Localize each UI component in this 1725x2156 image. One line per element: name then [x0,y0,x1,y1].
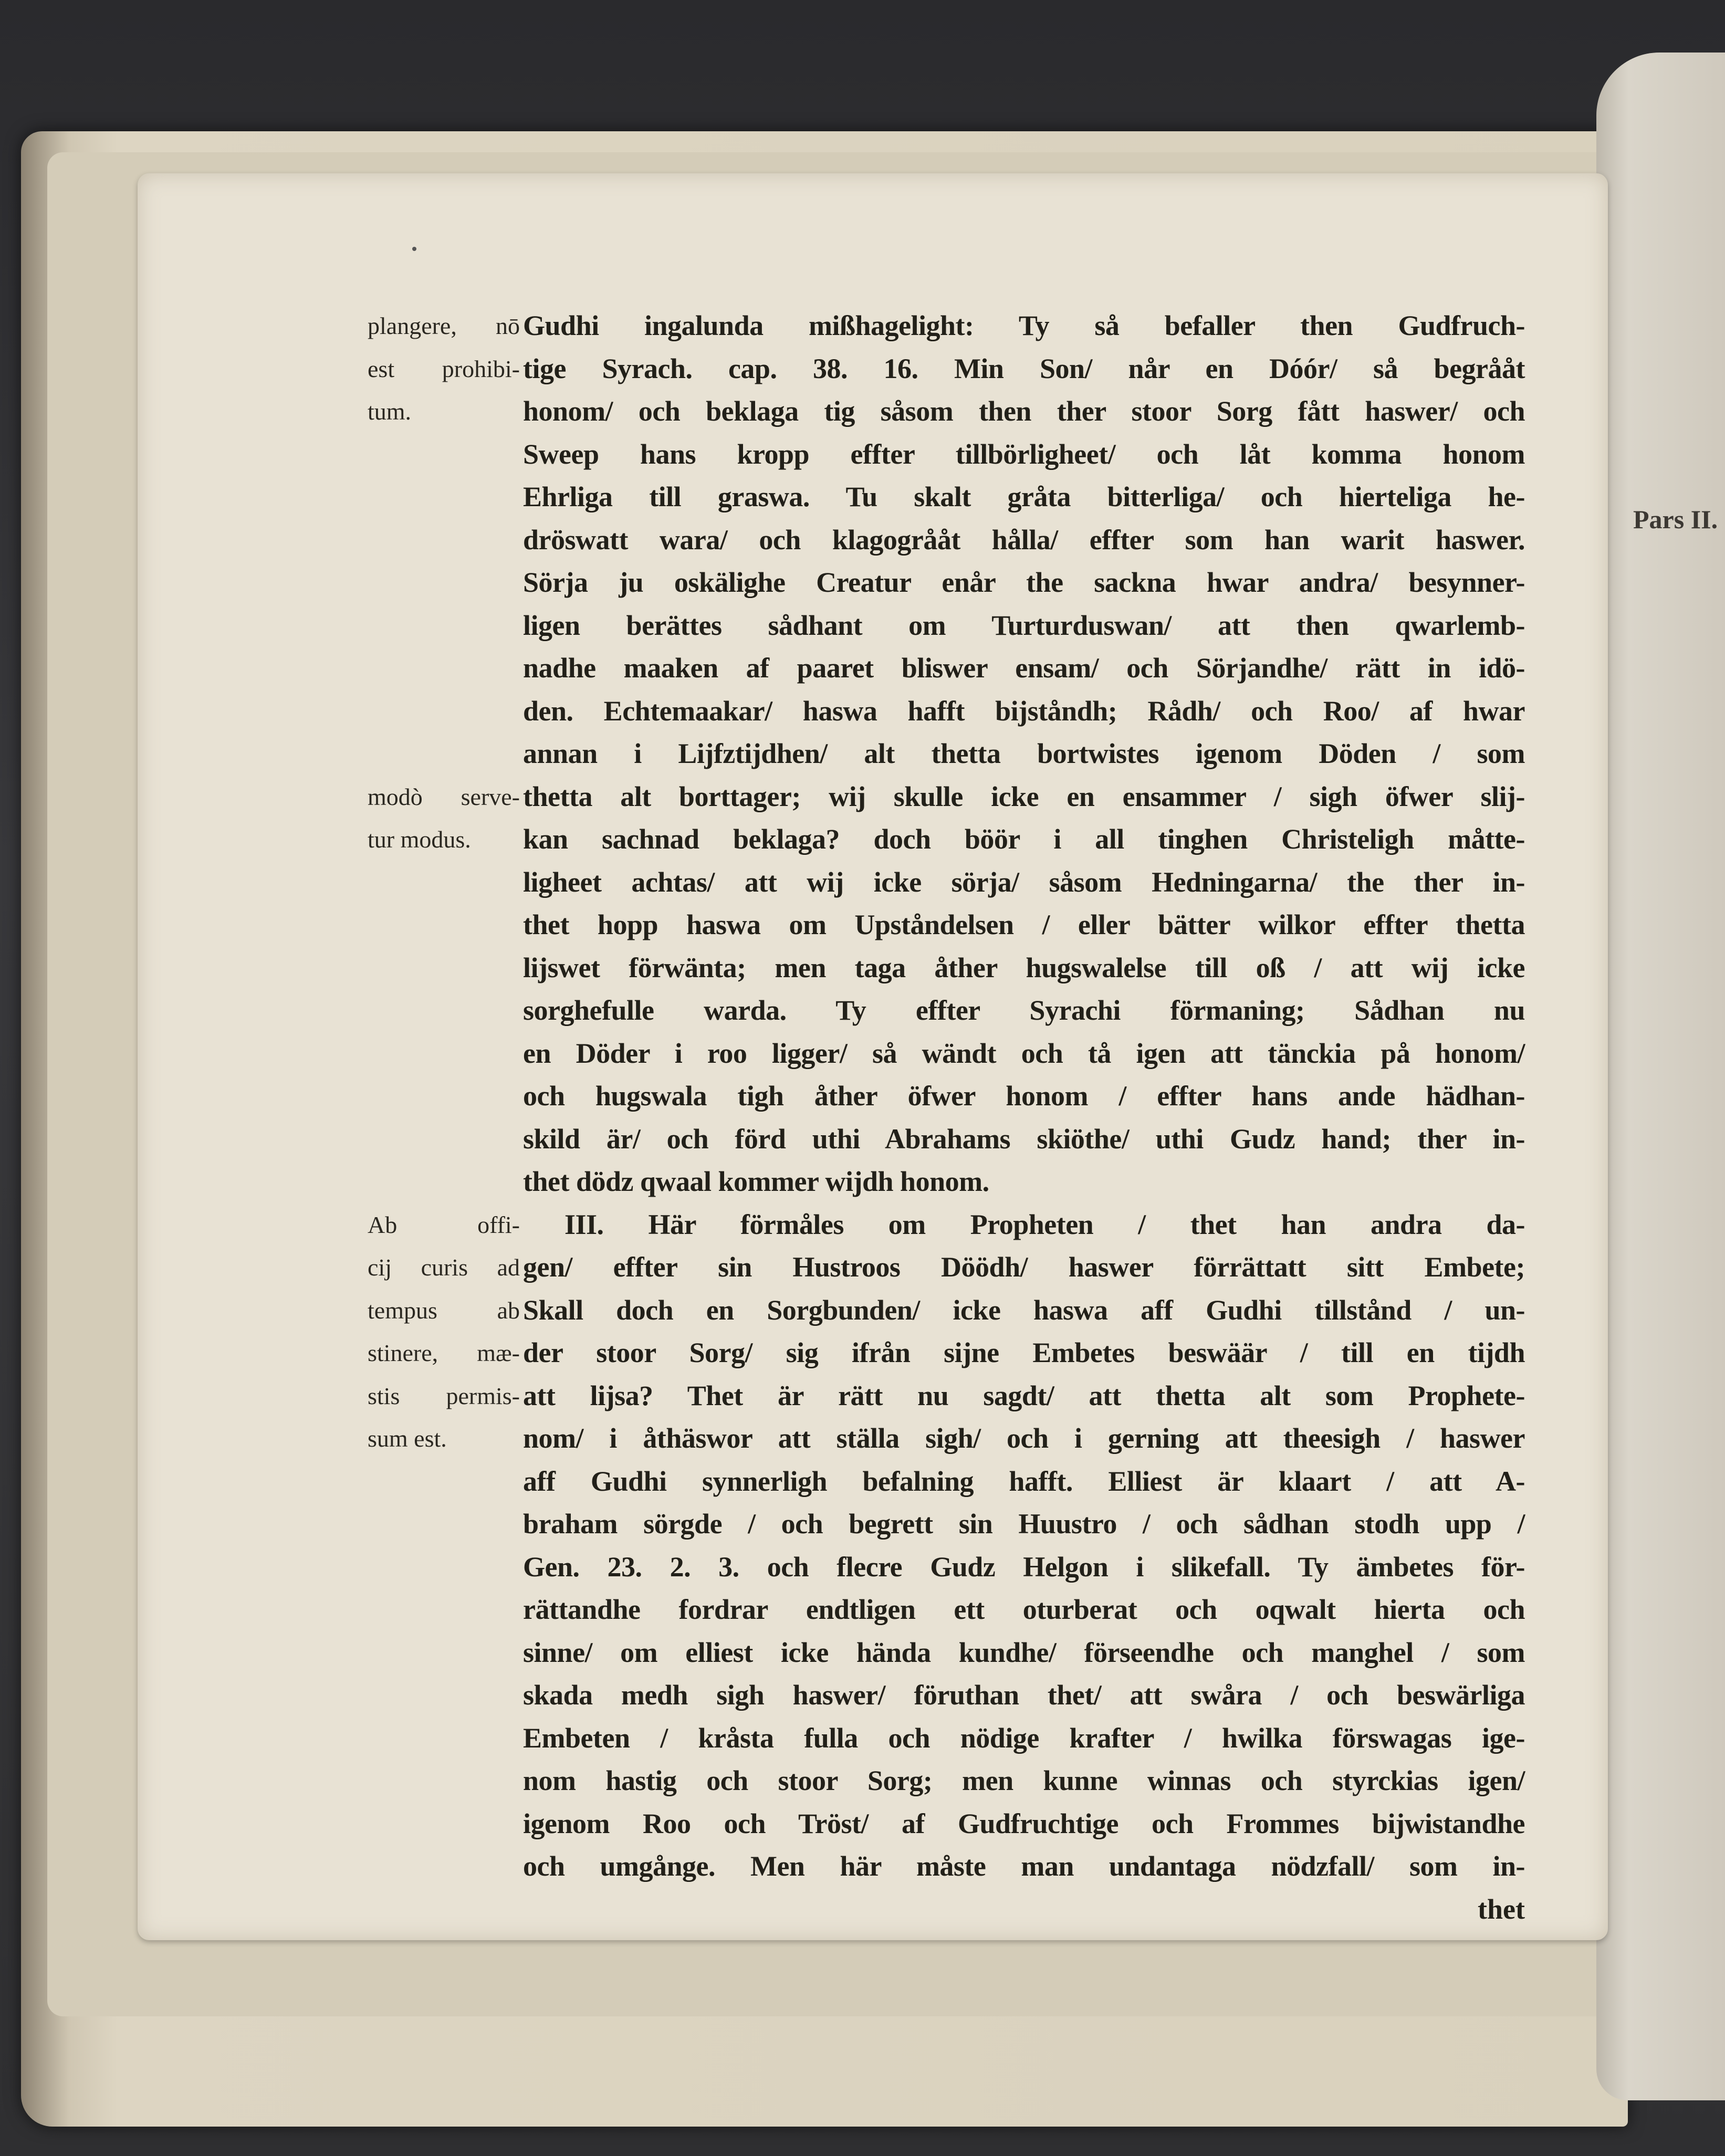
text-line: Embeten / kråsta fulla och nödige krafter / hwilka förswagas ige- [523,1722,1525,1754]
text-line: tige Syrach. cap. 38. 16. Min Son/ når en Dóór/ så begrååt [523,352,1525,384]
text-line: thetta alt borttager; wij skulle icke en ensammer / sigh öfwer slij- [523,780,1525,812]
margin-note: modò serve- [368,783,520,810]
text-line: Ehrliga till graswa. Tu skalt gråta bitterliga/ och hierteliga he- [523,481,1525,512]
text-line: skada medh sigh haswer/ föruthan thet/ att swåra / och beswärliga [523,1679,1525,1711]
text-line: lijswet förwänta; men taga åther hugswalelse till oß / att wij icke [523,951,1525,983]
margin-note: plangere, nō [368,312,520,339]
text-line: och hugswala tigh åther öfwer honom / effter hans ande hädhan- [523,1080,1525,1112]
text-line: annan i Lijfztijdhen/ alt thetta bortwistes igenom Döden / som [523,738,1525,769]
text-line: thet hopp haswa om Upståndelsen / eller bätter wilkor effter thetta [523,909,1525,940]
text-line: III. Här förmåles om Propheten / thet han andra da- [564,1208,1525,1240]
margin-note: stinere, mæ- [368,1339,520,1366]
text-line: att lijsa? Thet är rätt nu sagdt/ att thetta alt som Prophete- [523,1379,1525,1411]
catchword: thet [1478,1893,1525,1925]
margin-note: cij curis ad [368,1254,520,1281]
text-line: braham sörgde / och begrett sin Huustro / och sådhan stodh upp / [523,1508,1525,1540]
text-line: aff Gudhi synnerligh befalning hafft. Elliest är klaart / att A- [523,1465,1525,1497]
margin-note: stis permis- [368,1382,520,1409]
text-line: sinne/ om elliest icke hända kundhe/ förseendhe och manghel / som [523,1636,1525,1668]
margin-note: tum. [368,398,412,425]
text-line: nom/ i åthäswor att ställa sigh/ och i gerning att theesigh / haswer [523,1422,1525,1454]
margin-note: Ab offi- [368,1211,520,1238]
text-line: en Döder i roo ligger/ så wändt och tå igen att tänckia på honom/ [523,1037,1525,1069]
text-line: och umgånge. Men här måste man undantaga nödzfall/ som in- [523,1850,1525,1882]
text-line: igenom Roo och Tröst/ af Gudfruchtige och Frommes bijwistandhe [523,1807,1525,1839]
text-line: Gen. 23. 2. 3. och flecre Gudz Helgon i slikefall. Ty ämbetes för- [523,1551,1525,1583]
ink-speck [412,247,416,251]
text-line: Sörja ju oskälighe Creatur enår the sackna hwar andra/ besynner- [523,567,1525,598]
text-line: honom/ och beklaga tig såsom then ther stoor Sorg fått haswer/ och [523,395,1525,427]
text-line: thet dödz qwaal kommer wijdh honom. [523,1166,989,1197]
text-line: dröswatt wara/ och klagogrååt hålla/ effter som han warit haswer. [523,524,1525,556]
text-line: ligheet achtas/ att wij icke sörja/ såsom Hedningarna/ the ther in- [523,866,1525,898]
text-line: den. Echtemaakar/ haswa hafft bijståndh; Rådh/ och Roo/ af hwar [523,695,1525,727]
text-line: Sweep hans kropp effter tillbörligheet/ och låt komma honom [523,438,1525,470]
text-line: nadhe maaken af paaret bliswer ensam/ och Sörjandhe/ rätt in idö- [523,652,1525,684]
text-line: gen/ effter sin Hustroos Döödh/ haswer förrättatt sitt Embete; [523,1251,1525,1283]
margin-note: sum est. [368,1425,447,1452]
facing-page-header: Pars II. [1633,505,1718,534]
text-line: kan sachnad beklaga? doch böör i all tinghen Christeligh måtte- [523,823,1525,855]
margin-note: tur modus. [368,826,471,853]
text-line: Skall doch en Sorgbunden/ icke haswa aff Gudhi tillstånd / un- [523,1294,1525,1326]
margin-note: est prohibi- [368,355,520,382]
facing-page [1596,53,1725,2100]
text-line: ligen berättes sådhant om Turturduswan/ att then qwarlemb- [523,609,1525,641]
text-line: Gudhi ingalunda mißhagelight: Ty så befaller then Gudfruch- [523,310,1525,341]
text-line: der stoor Sorg/ sig ifrån sijne Embetes beswäär / till en tijdh [523,1337,1525,1368]
text-line: nom hastig och stoor Sorg; men kunne winnas och styrckias igen/ [523,1765,1525,1796]
text-line: sorghefulle warda. Ty effter Syrachi förmaning; Sådhan nu [523,995,1525,1026]
text-line: rättandhe fordrar endtligen ett oturberat och oqwalt hierta och [523,1594,1525,1625]
text-line: skild är/ och förd uthi Abrahams skiöthe/ uthi Gudz hand; ther in- [523,1123,1525,1155]
margin-note: tempus ab [368,1296,520,1324]
